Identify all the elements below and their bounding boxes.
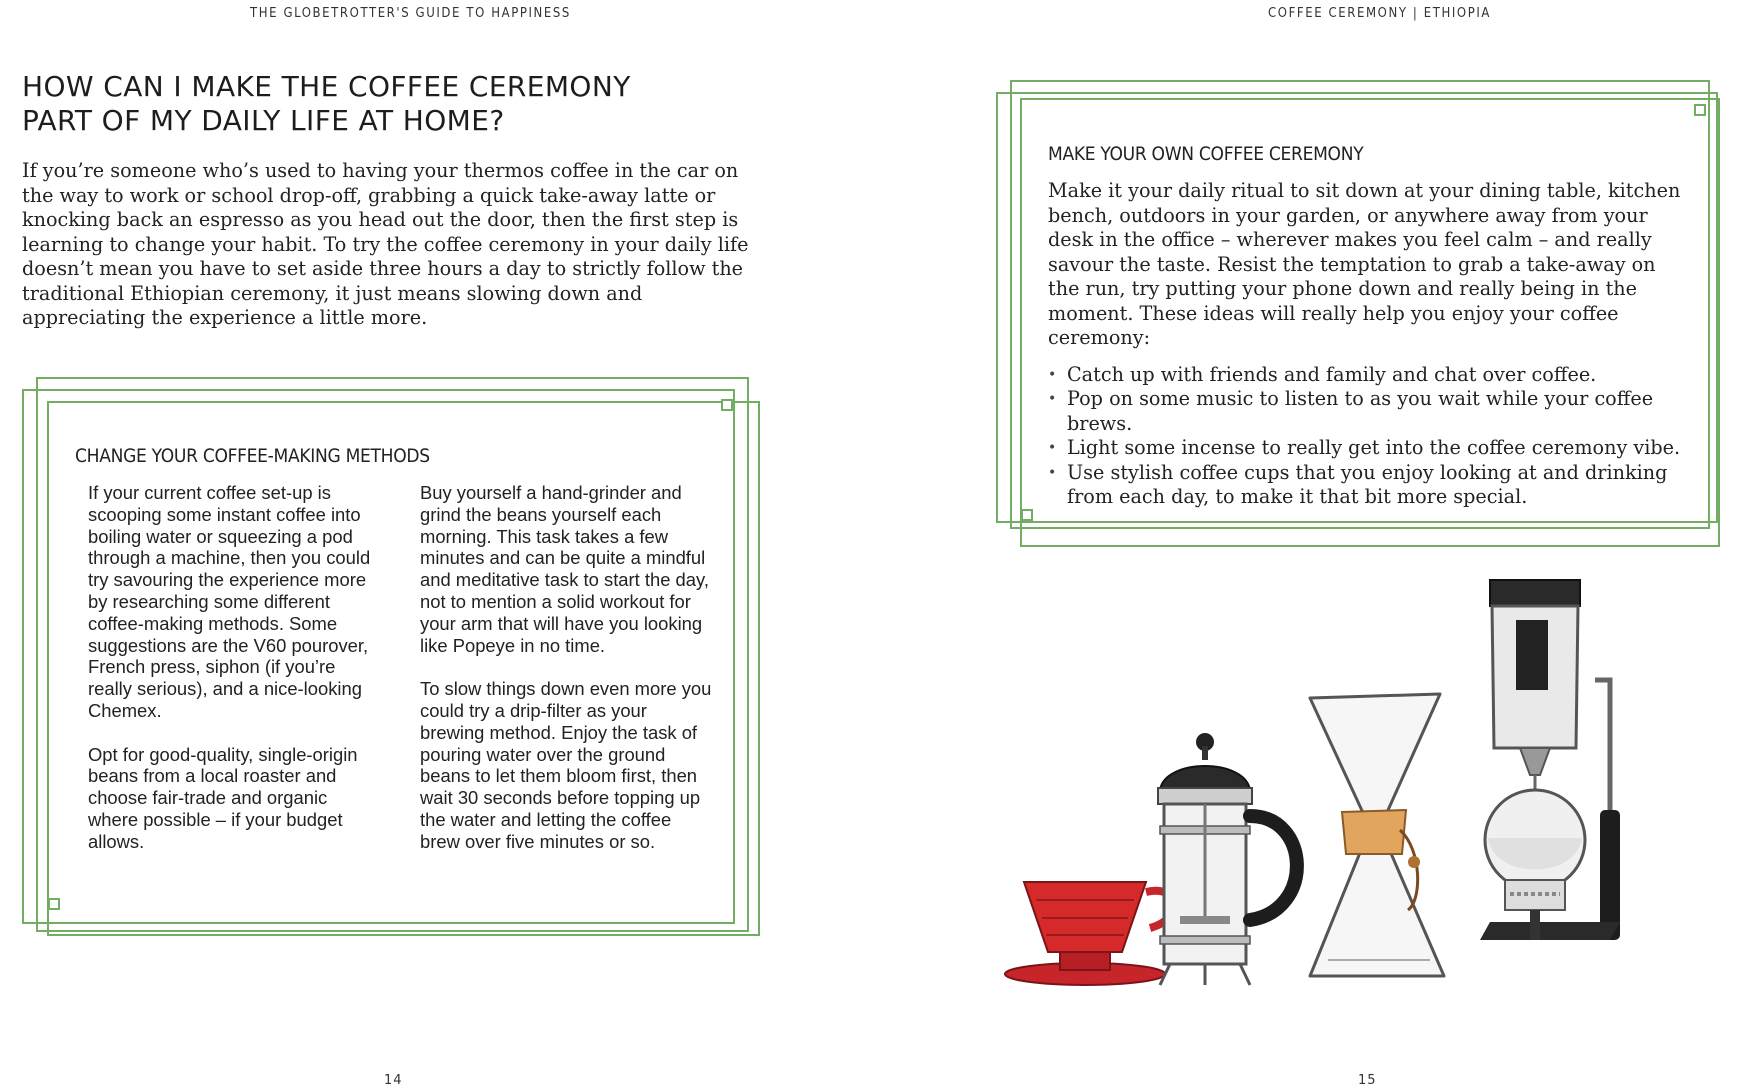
page-number-right: 15 — [1358, 1073, 1377, 1088]
methods-column-2 — [420, 482, 712, 874]
list-item: • Use stylish coffee cups that you enjoy looking at and drinking from each day, to make it that bit more special. — [1048, 461, 1688, 510]
corner-ornament — [1021, 509, 1033, 521]
corner-ornament — [1694, 104, 1706, 116]
methods-column-1 — [88, 482, 378, 874]
v60-dripper-icon — [1005, 882, 1174, 985]
methods-col1-para2: Opt for good-quality, single-origin beans from a local roaster and choose fair-trade and organic where possible – if your budget allows. — [88, 743, 358, 852]
ceremony-body — [1048, 179, 1688, 510]
running-head-right: COFFEE CEREMONY | ETHIOPIA — [1268, 6, 1492, 21]
list-item: • Catch up with friends and family and chat over coffee. — [1048, 363, 1688, 388]
ideas-list — [1048, 363, 1688, 510]
page-title — [22, 70, 722, 138]
corner-ornament — [721, 399, 733, 411]
siphon-brewer-icon — [1480, 580, 1620, 940]
chemex-icon — [1310, 694, 1444, 976]
intro-paragraph: If you’re someone who’s used to having your thermos coffee in the car on the way to work or school drop-off, grabbing a quick take-away latte or knocking back an espresso as you head out the door, then the first step is learning to change your habit. To try the coffee ceremony in your daily life doesn’t mean you have to set aside three hours a day to strictly follow the traditional Ethiopian ceremony, it just means slowing down and appreciating the experience a little more. — [22, 159, 749, 329]
ceremony-heading: MAKE YOUR OWN COFFEE CEREMONY — [1048, 143, 1364, 165]
ceremony-paragraph: Make it your daily ritual to sit down at your dining table, kitchen bench, outdoors in your garden, or anywhere away from your desk in the office – wherever makes you feel calm – and really savour the taste. Resist the temptation to grab a take-away on the run, try putting your phone down and really being in the moment. These ideas will really help you enjoy your coffee ceremony: — [1048, 179, 1681, 349]
methods-heading: CHANGE YOUR COFFEE-MAKING METHODS — [75, 445, 430, 467]
methods-col1-para1: If your current coffee set-up is scooping some instant coffee into boiling water or squeezing a pod through a machine, then you could try savouring the experience more by researching some different coffee-making methods. Some suggestions are the V60 pourover, French press, siphon (if you’re really serious), and a nice-looking Chemex. — [88, 482, 371, 721]
methods-col2-para1: Buy yourself a hand-grinder and grind the beans yourself each morning. This task takes a few minutes and can be quite a mindful and meditative task to start the day, not to mention a solid workout for your arm that will have you looking like Popeye in no time. — [420, 482, 709, 656]
list-item: • Light some incense to really get into the coffee ceremony vibe. — [1048, 436, 1688, 461]
corner-ornament — [48, 898, 60, 910]
page-number-left: 14 — [384, 1073, 403, 1088]
coffee-equipment-illustration — [1010, 580, 1710, 1000]
running-head-left: THE GLOBETROTTER'S GUIDE TO HAPPINESS — [250, 6, 571, 21]
methods-col2-para2: To slow things down even more you could try a drip-filter as your brewing method. Enjoy the task of pouring water over the ground beans to let them bloom first, then wait 30 seconds before topping up the water and letting the coffee brew over five minutes or so. — [420, 678, 712, 852]
title-line-1: HOW CAN I MAKE THE COFFEE CEREMONY — [22, 70, 631, 103]
title-line-2: PART OF MY DAILY LIFE AT HOME? — [22, 104, 505, 137]
french-press-icon — [1158, 733, 1297, 985]
list-item: • Pop on some music to listen to as you wait while your coffee brews. — [1048, 387, 1688, 436]
